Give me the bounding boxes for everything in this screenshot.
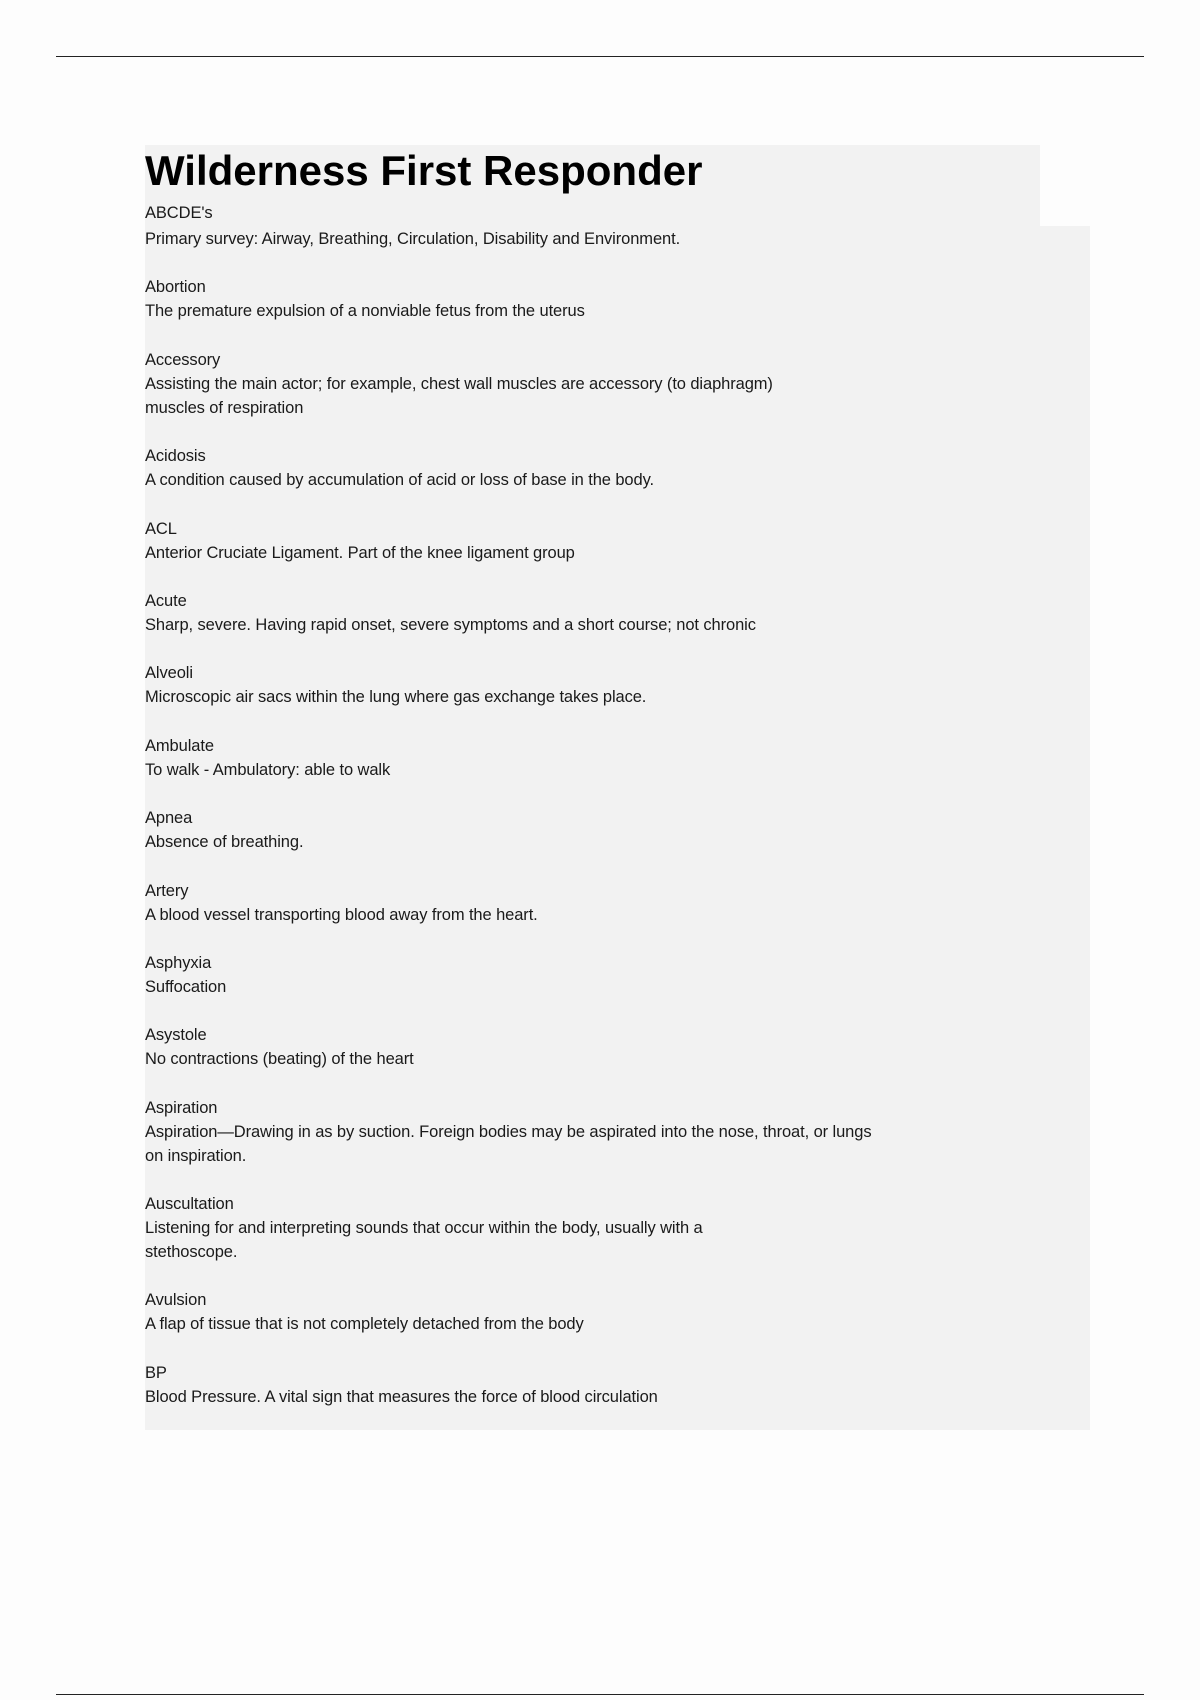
- glossary-definition: Blood Pressure. A vital sign that measures the force of blood circulation: [145, 1387, 658, 1406]
- glossary-term: Acidosis: [145, 447, 206, 466]
- glossary-list: [145, 201, 1045, 1409]
- footer-rule: [56, 1694, 1144, 1695]
- glossary-definition: A blood vessel transporting blood away from the heart.: [145, 905, 538, 924]
- glossary-definition: A condition caused by accumulation of acid or loss of base in the body.: [145, 471, 654, 490]
- glossary-definition: Assisting the main actor; for example, chest wall muscles are accessory (to diaphragm) muscles of respiration: [145, 374, 773, 417]
- glossary-entry: [145, 1023, 1045, 1071]
- glossary-term: Artery: [145, 881, 189, 900]
- glossary-entry: [145, 951, 1045, 999]
- glossary-entry: [145, 1192, 1045, 1264]
- glossary-term: Avulsion: [145, 1291, 207, 1310]
- glossary-definition: Suffocation: [145, 977, 227, 996]
- glossary-definition: Aspiration—Drawing in as by suction. Foreign bodies may be aspirated into the nose, throat, or lungs on inspiration.: [145, 1122, 872, 1165]
- glossary-term: Alveoli: [145, 664, 193, 683]
- glossary-definition: The premature expulsion of a nonviable fetus from the uterus: [145, 302, 585, 321]
- glossary-term: Ambulate: [145, 736, 214, 755]
- glossary-entry: [145, 589, 1045, 637]
- glossary-term: ACL: [145, 519, 177, 538]
- document-body: [145, 145, 1045, 1433]
- glossary-definition: Absence of breathing.: [145, 833, 304, 852]
- glossary-term: ABCDE's: [145, 204, 213, 222]
- glossary-entry: [145, 348, 1045, 420]
- glossary-definition: No contractions (beating) of the heart: [145, 1050, 414, 1069]
- glossary-term: Accessory: [145, 350, 221, 369]
- document-title: Wilderness First Responder: [145, 147, 703, 194]
- glossary-entry: [145, 275, 1045, 323]
- glossary-entry: [145, 1288, 1045, 1336]
- glossary-definition: Microscopic air sacs within the lung where gas exchange takes place.: [145, 688, 647, 707]
- glossary-entry: [145, 1361, 1045, 1409]
- glossary-entry: [145, 661, 1045, 709]
- glossary-entry: [145, 517, 1045, 565]
- glossary-term: Acute: [145, 591, 187, 610]
- glossary-entry: [145, 444, 1045, 492]
- header-rule: [56, 56, 1144, 57]
- glossary-term: Asystole: [145, 1026, 207, 1045]
- glossary-entry: [145, 879, 1045, 927]
- glossary-definition: Listening for and interpreting sounds that occur within the body, usually with a stethoscope.: [145, 1219, 703, 1262]
- glossary-definition: A flap of tissue that is not completely detached from the body: [145, 1315, 584, 1334]
- glossary-term: Auscultation: [145, 1195, 234, 1214]
- glossary-term: BP: [145, 1363, 167, 1382]
- glossary-entry: [145, 1096, 1045, 1168]
- glossary-term: Apnea: [145, 809, 193, 828]
- glossary-entry: [145, 201, 1045, 251]
- glossary-entry: [145, 734, 1045, 782]
- glossary-term: Asphyxia: [145, 953, 212, 972]
- glossary-definition: Sharp, severe. Having rapid onset, severe symptoms and a short course; not chronic: [145, 615, 756, 634]
- glossary-definition: Anterior Cruciate Ligament. Part of the knee ligament group: [145, 543, 575, 562]
- glossary-term: Aspiration: [145, 1098, 218, 1117]
- glossary-entry: [145, 806, 1045, 854]
- glossary-term: Abortion: [145, 278, 206, 297]
- glossary-definition: To walk - Ambulatory: able to walk: [145, 760, 391, 779]
- glossary-definition: Primary survey: Airway, Breathing, Circulation, Disability and Environment.: [145, 230, 681, 248]
